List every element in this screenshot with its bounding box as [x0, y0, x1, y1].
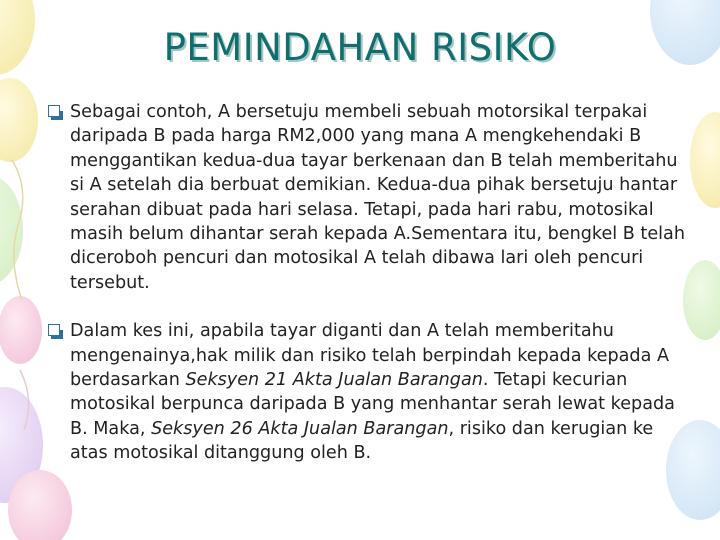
act-reference: Seksyen 26 Akta Jualan Barangan: [151, 418, 449, 439]
bullet-item: [48, 100, 688, 295]
square-bullet-icon: [48, 105, 60, 117]
bullet-item: [48, 319, 688, 465]
slide-content: [48, 100, 688, 490]
act-reference: Seksyen 21 Akta Jualan Barangan: [185, 370, 483, 391]
bullet-text-segment: Sebagai contoh, A bersetuju membeli sebuah motorsikal terpakai daripada B pada harga RM2,000 yang mana A mengkehendaki B menggantikan kedua-dua tayar berkenaan dan B telah memberitahu si A setelah dia berbuat demikian. Kedua-dua pihak bersetuju hantar serahan dibuat pada hari selasa. Tetapi, pada hari rabu, motosikal masih belum dihantar serah kepada A.Sementara itu, bengkel B telah diceroboh pencuri dan motosikal A telah dibawa lari oleh pencuri tersebut.: [70, 102, 685, 293]
bullet-text: [70, 100, 688, 295]
bullet-text-segment: Dalam kes ini, apabila tayar diganti dan A telah memberitahu mengenainya,hak milik dan risiko telah berpindah kepada kepada A berdasarkan: [70, 321, 669, 391]
square-bullet-icon: [48, 324, 60, 336]
bullet-text: [70, 319, 688, 465]
bullet-text-segment: . Tetapi kecurian motosikal berpunca daripada B yang menhantar serah lewat kepada B. Maka,: [70, 370, 675, 439]
bullet-text-segment: , risiko dan kerugian ke atas motosikal ditanggung oleh B.: [70, 418, 654, 464]
slide-title: PEMINDAHAN RISIKO: [163, 26, 557, 69]
